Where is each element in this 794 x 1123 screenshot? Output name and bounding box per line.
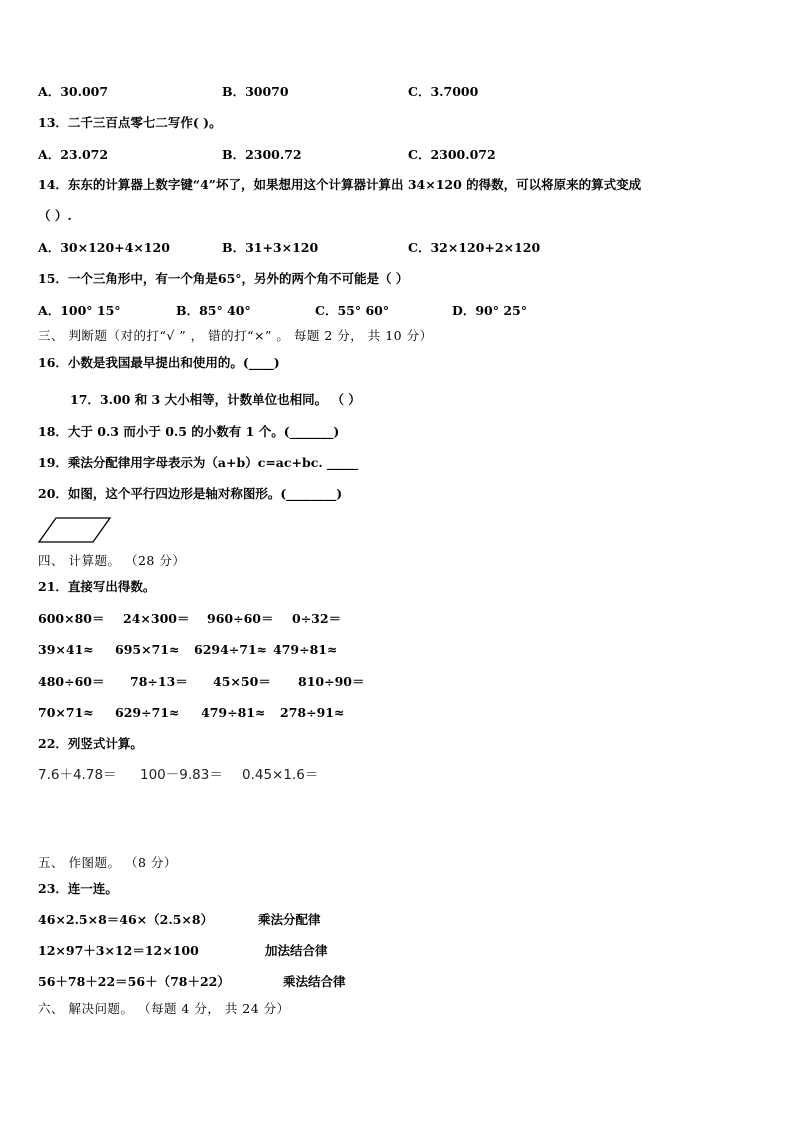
q21-row4-item1: 70×71≈ (38, 705, 94, 720)
q21-row4-item4: 278÷91≈ (280, 705, 345, 720)
q13-option-a: A．23.072 (38, 147, 109, 162)
section-4-heading: 四、 计算题。 （28 分） (38, 553, 186, 568)
q13-option-b: B．2300.72 (222, 147, 302, 162)
q21-row4-item2: 629÷71≈ (115, 705, 180, 720)
q23-right-3: 乘法结合律 (283, 974, 346, 989)
q21-stem: 21．直接写出得数。 (38, 579, 156, 594)
q12-option-a: A．30.007 (38, 84, 109, 99)
q15-option-a: A．100° 15° (38, 303, 121, 318)
q21-row3-item3: 45×50＝ (213, 674, 271, 689)
q14-option-c: C．32×120+2×120 (408, 240, 541, 255)
q13-stem: 13．二千三百点零七二写作( )。 (38, 115, 222, 130)
section-6-heading: 六、 解决问题。 （每题 4 分， 共 24 分） (38, 1001, 290, 1016)
q22-stem: 22．列竖式计算。 (38, 736, 143, 751)
q23-right-2: 加法结合律 (265, 943, 328, 958)
section-3-heading: 三、 判断题（对的打“√ ” ， 错的打“×” 。 每题 2 分， 共 10 分） (38, 328, 433, 343)
q14-stem: 14．东东的计算器上数字键“4”坏了，如果想用这个计算器计算出 34×120 的得数，可以将原来的算式变成 (38, 177, 642, 192)
q21-row2-item3: 6294÷71≈ (194, 642, 268, 657)
q21-row3-item2: 78÷13＝ (130, 674, 188, 689)
q21-row2-item1: 39×41≈ (38, 642, 94, 657)
section-5-heading: 五、 作图题。 （8 分） (38, 855, 177, 870)
q22-item1: 7.6＋4.78＝ (38, 767, 117, 783)
q21-row1-item3: 960÷60＝ (207, 611, 274, 626)
q18: 18．大于 0.3 而小于 0.5 的小数有 1 个。(_______) (38, 424, 340, 439)
q21-row3-item1: 480÷60＝ (38, 674, 105, 689)
q14-option-b: B．31+3×120 (222, 240, 319, 255)
q16: 16．小数是我国最早提出和使用的。(____) (38, 355, 280, 370)
q22-item2: 100－9.83＝ (140, 767, 223, 783)
q19: 19．乘法分配律用字母表示为（a+b）c=ac+bc. _____ (38, 455, 359, 470)
q12-option-c: C．3.7000 (408, 84, 479, 99)
q21-row1-item2: 24×300＝ (123, 611, 190, 626)
q23-left-1: 46×2.5×8＝46×（2.5×8） (38, 912, 214, 927)
q17: 17．3.00 和 3 大小相等，计数单位也相同。 （ ） (70, 392, 361, 407)
q23-right-1: 乘法分配律 (258, 912, 321, 927)
q14-option-a: A．30×120+4×120 (38, 240, 170, 255)
q15-option-c: C．55° 60° (315, 303, 390, 318)
q21-row2-item4: 479÷81≈ (273, 642, 338, 657)
q13-option-c: C．2300.072 (408, 147, 496, 162)
q23-left-3: 56＋78＋22＝56＋（78＋22） (38, 974, 230, 989)
parallelogram-figure (38, 516, 112, 544)
q21-row4-item3: 479÷81≈ (201, 705, 266, 720)
q21-row1-item4: 0÷32＝ (292, 611, 342, 626)
q21-row1-item1: 600×80＝ (38, 611, 105, 626)
q22-item3: 0.45×1.6＝ (242, 767, 319, 783)
q15-stem: 15．一个三角形中，有一个角是65°，另外的两个角不可能是（ ） (38, 271, 409, 286)
q21-row3-item4: 810÷90＝ (298, 674, 365, 689)
q23-left-2: 12×97＋3×12＝12×100 (38, 943, 199, 958)
q14-stem-blank: （ ）. (38, 208, 72, 223)
q21-row2-item2: 695×71≈ (115, 642, 180, 657)
q15-option-d: D．90° 25° (452, 303, 527, 318)
q15-option-b: B．85° 40° (176, 303, 251, 318)
q20: 20．如图，这个平行四边形是轴对称图形。(________) (38, 486, 343, 501)
q12-option-b: B．30070 (222, 84, 289, 99)
q23-stem: 23．连一连。 (38, 881, 118, 896)
